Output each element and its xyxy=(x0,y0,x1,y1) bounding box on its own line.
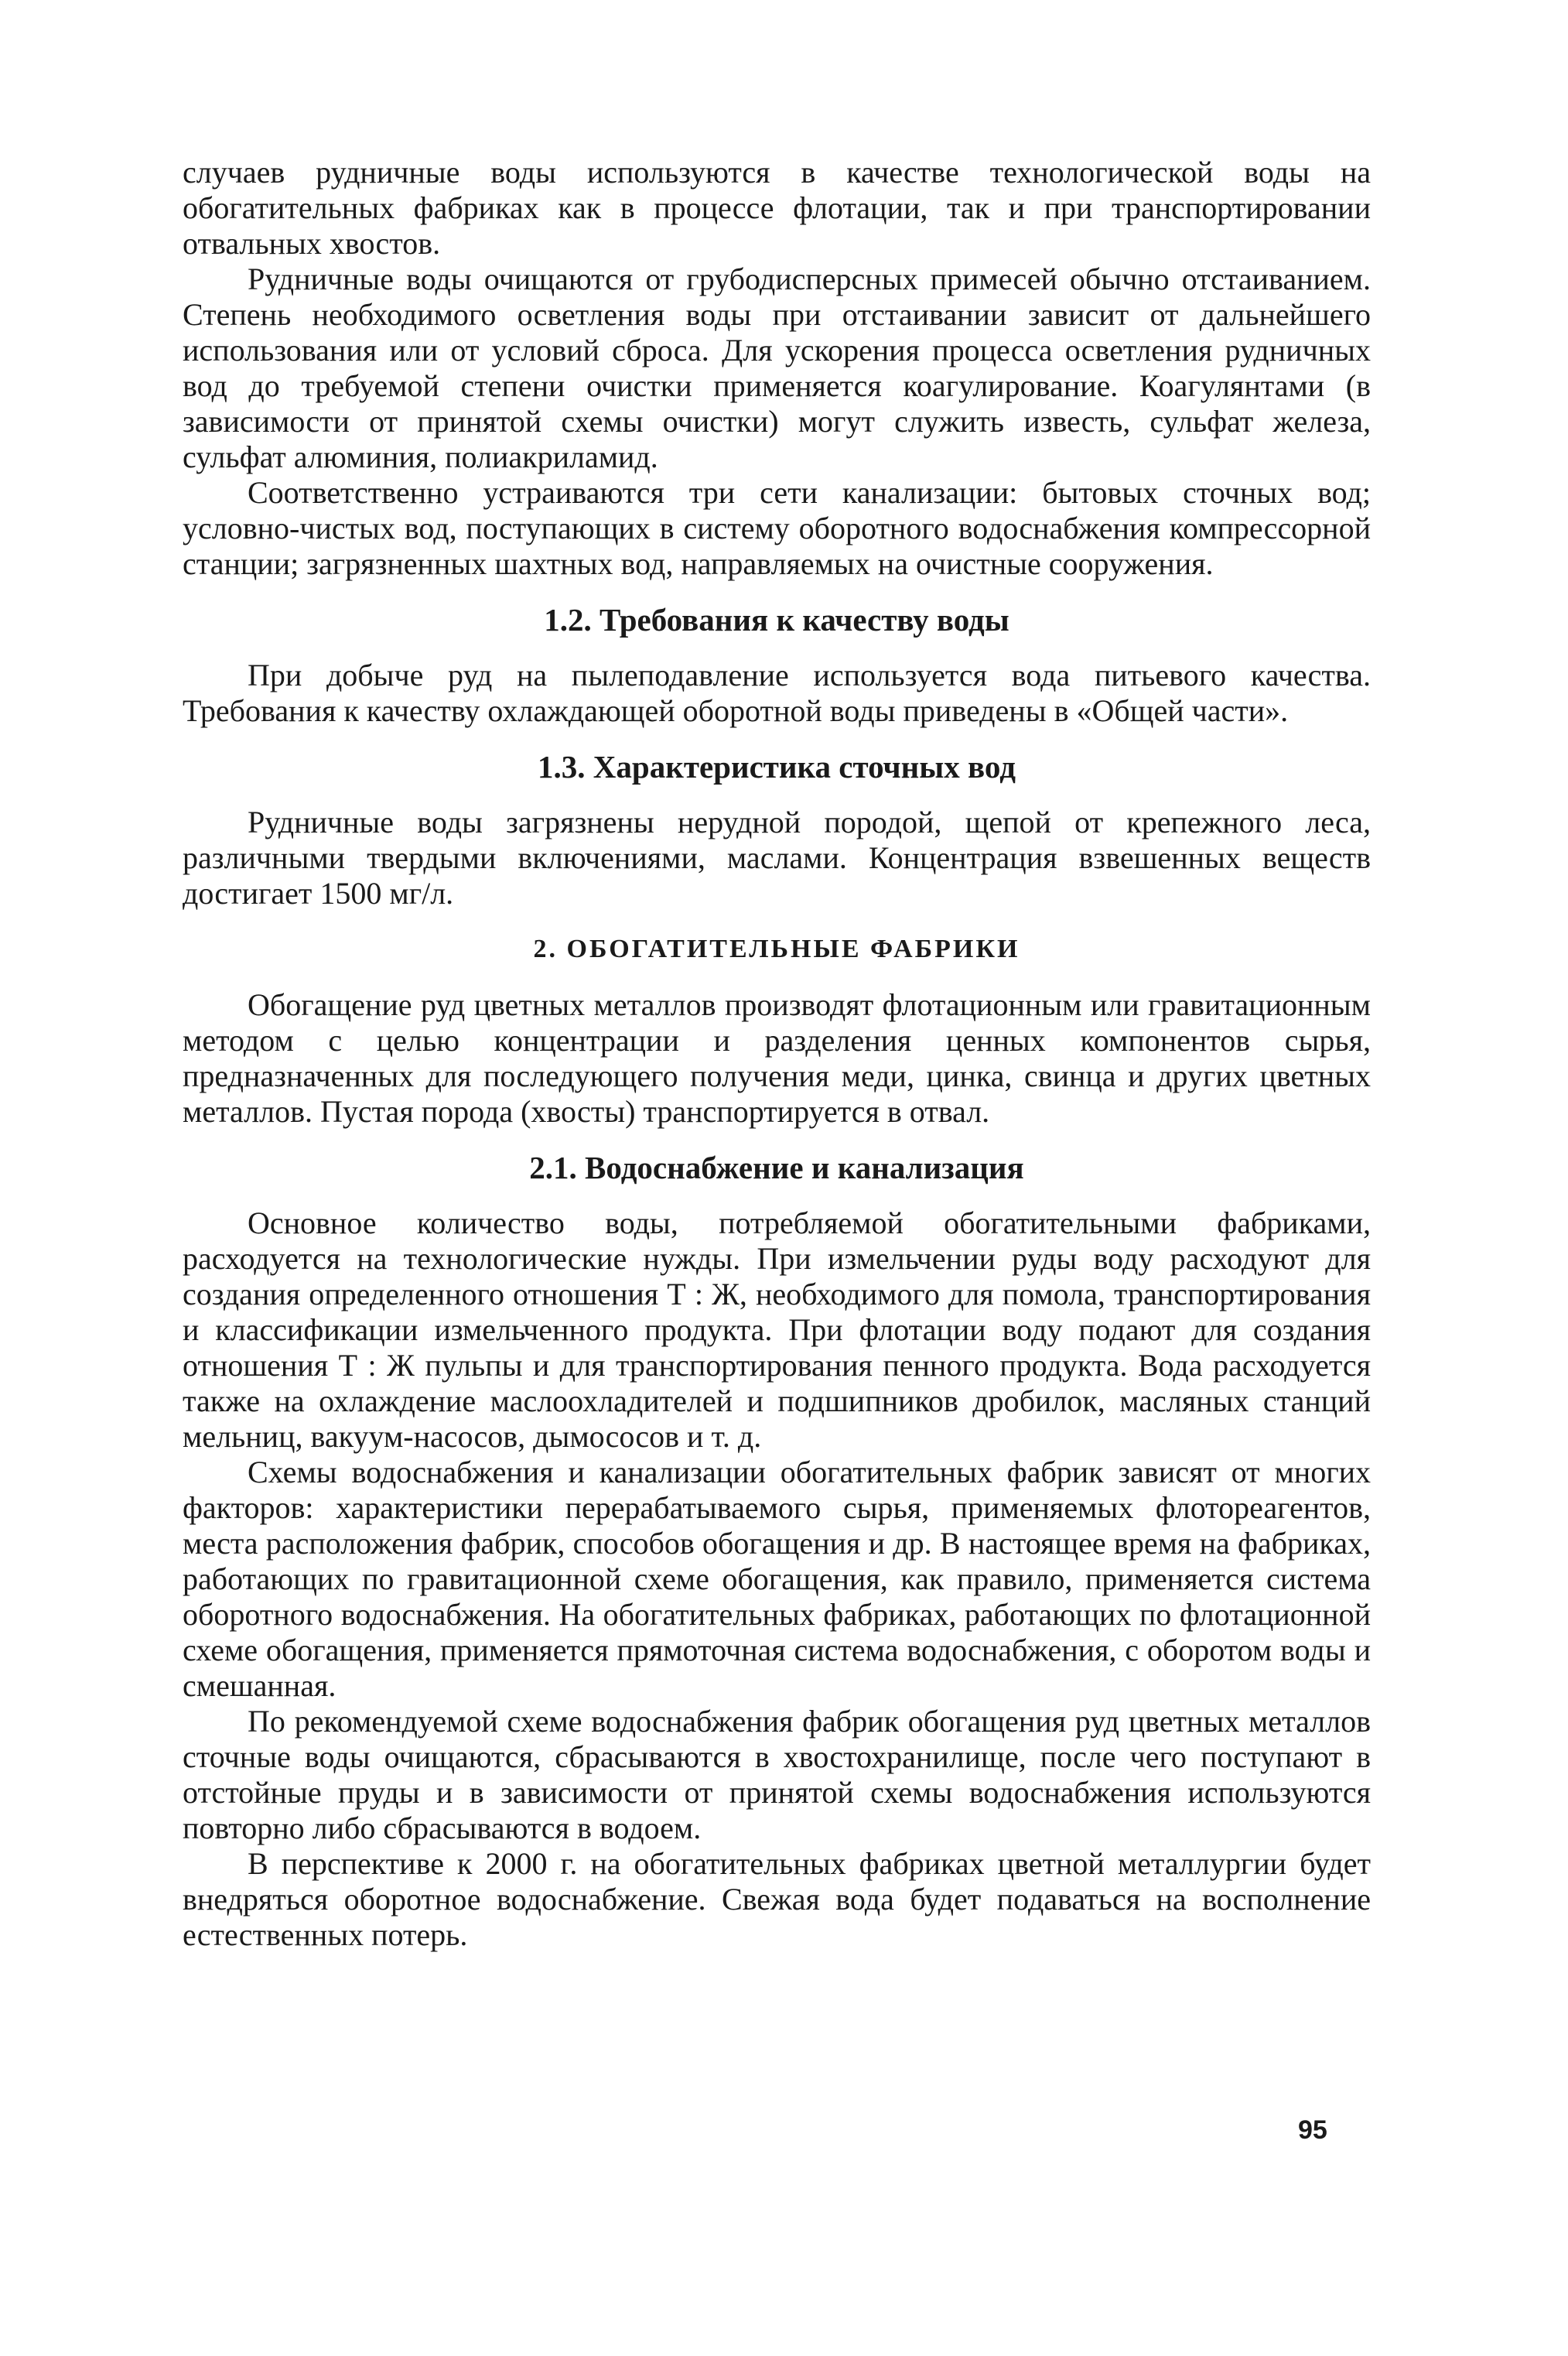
paragraph-2-1-2: Схемы водоснабжения и канализации обогатительных фабрик зависят от многих факторов: характеристики перерабатываемого сырья, применяемых флотореагентов, места расположения фабрик, способов обогащения и др. В настоящее время на фабриках, работающих по гравитационной схеме обогащения, как правило, применяется система оборотного водоснабжения. На обогатительных фабриках, работающих по флотационной схеме обогащения, применяется прямоточная система водоснабжения, с оборотом воды и смешанная. xyxy=(183,1455,1371,1703)
paragraph-intro-3: Соответственно устраиваются три сети канализации: бытовых сточных вод; условно-чистых вод, поступающих в систему оборотного водоснабжения компрессорной станции; загрязненных шахтных вод, направляемых на очистные сооружения. xyxy=(183,475,1371,581)
paragraph-intro-1: случаев рудничные воды используются в качестве технологической воды на обогатительных фабриках как в процессе флотации, так и при транспортировании отвальных хвостов. xyxy=(183,155,1371,261)
page-number: 95 xyxy=(1298,2115,1327,2145)
heading-1-3: 1.3. Характеристика сточных вод xyxy=(538,749,1016,785)
paragraph-2-1: Обогащение руд цветных металлов производят флотационным или гравитационным методом с целью концентрации и разделения ценных компонентов сырья, предназначенных для последующего получения меди, цинка, свинца и других цветных металлов. Пустая порода (хвосты) транспортируется в отвал. xyxy=(183,987,1371,1129)
heading-1-2: 1.2. Требования к качеству воды xyxy=(544,602,1009,638)
paragraph-intro-2: Рудничные воды очищаются от грубодисперсных примесей обычно отстаиванием. Степень необходимого осветления воды при отстаивании зависит от дальнейшего использования или от условий сброса. Для ускорения процесса осветления рудничных вод до требуемой степени очистки применяется коагулирование. Коагулянтами (в зависимости от принятой схемы очистки) могут служить известь, сульфат железа, сульфат алюминия, полиакриламид. xyxy=(183,262,1371,474)
paragraph-2-1-1: Основное количество воды, потребляемой обогатительными фабриками, расходуется на технологические нужды. При измельчении руды воду расходуют для создания определенного отношения Т : Ж, необходимого для помола, транспортирования и классификации измельченного продукта. При флотации воду подают для создания отношения Т : Ж пульпы и для транспортирования пенного продукта. Вода расходуется также на охлаждение маслоохладителей и подшипников дробилок, масляных станций мельниц, вакуум-насосов, дымососов и т. д. xyxy=(183,1205,1371,1454)
paragraph-2-1-4: В перспективе к 2000 г. на обогатительных фабриках цветной металлургии будет внедряться оборотное водоснабжение. Свежая вода будет подаваться на восполнение естественных потерь. xyxy=(183,1846,1371,1952)
document-page xyxy=(183,155,1371,1953)
heading-2: 2. ОБОГАТИТЕЛЬНЫЕ ФАБРИКИ xyxy=(533,935,1020,963)
paragraph-1-3-1: Рудничные воды загрязнены нерудной породой, щепой от крепежного леса, различными твердыми включениями, маслами. Концентрация взвешенных веществ достигает 1500 мг/л. xyxy=(183,805,1371,911)
heading-2-1: 2.1. Водоснабжение и канализация xyxy=(529,1150,1024,1185)
paragraph-1-2-1: При добыче руд на пылеподавление используется вода питьевого качества. Требования к качеству охлаждающей оборотной воды приведены в «Общей части». xyxy=(183,658,1371,728)
paragraph-2-1-3: По рекомендуемой схеме водоснабжения фабрик обогащения руд цветных металлов сточные воды очищаются, сбрасываются в хвостохранилище, после чего поступают в отстойные пруды и в зависимости от принятой схемы водоснабжения используются повторно либо сбрасываются в водоем. xyxy=(183,1704,1371,1845)
